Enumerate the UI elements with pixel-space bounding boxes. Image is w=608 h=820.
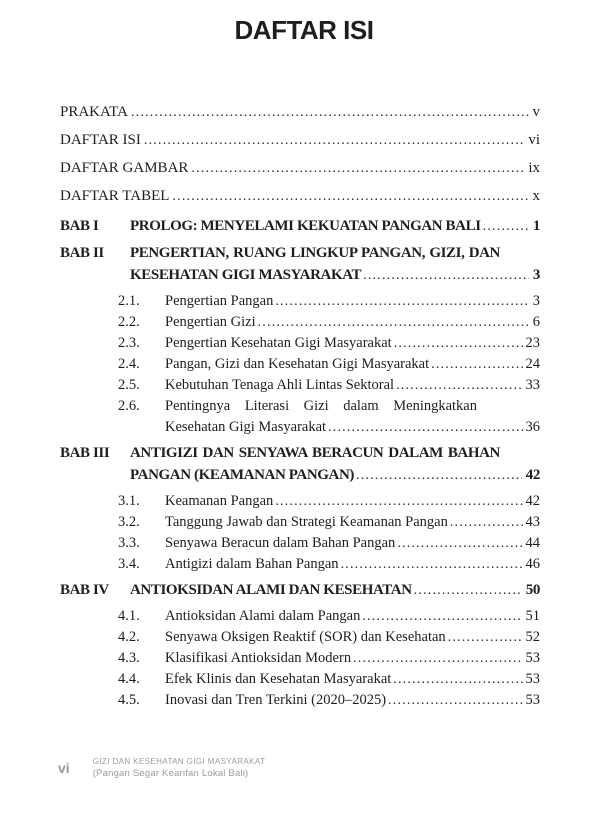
section-number: 4.4. xyxy=(118,671,140,687)
section-number: 3.1. xyxy=(118,493,140,509)
section-text: Pengertian Pangan xyxy=(165,293,274,309)
section-title xyxy=(165,648,540,669)
chapter-page: 42 xyxy=(525,467,540,483)
toc-section xyxy=(60,554,540,575)
dot-leader xyxy=(353,648,522,669)
section-lastline xyxy=(165,554,540,575)
section-lastline xyxy=(165,690,540,711)
section-text: Senyawa Beracun dalam Bahan Pangan xyxy=(165,535,396,551)
section-number: 4.1. xyxy=(118,608,140,624)
dot-leader xyxy=(448,627,523,648)
toc-entry xyxy=(60,131,540,150)
section-page: 46 xyxy=(525,556,540,572)
section-title xyxy=(165,312,540,333)
toc-entry-page: x xyxy=(532,188,540,204)
toc-section xyxy=(60,491,540,512)
dot-leader xyxy=(191,160,525,178)
toc-chapter xyxy=(60,215,540,238)
chapter-entry xyxy=(60,579,540,602)
toc-section xyxy=(60,396,540,438)
chapter-text: KESEHATAN GIGI MASYARAKAT xyxy=(130,267,362,283)
toc-section xyxy=(60,669,540,690)
section-title xyxy=(165,606,540,627)
section-text: Efek Klinis dan Kesehatan Masyarakat xyxy=(165,671,392,687)
chapter-page: 3 xyxy=(532,267,540,283)
section-text: Pengertian Kesehatan Gigi Masyarakat xyxy=(165,335,392,351)
section-page: 43 xyxy=(525,514,540,530)
section-text: Antioksidan Alami dalam Pangan xyxy=(165,608,361,624)
dot-leader xyxy=(397,533,522,554)
toc-section xyxy=(60,648,540,669)
toc-entry xyxy=(60,159,540,178)
toc-section xyxy=(60,333,540,354)
page-title: DAFTAR ISI xyxy=(234,15,374,45)
dot-leader xyxy=(356,465,522,487)
chapter-text: ANTIOKSIDAN ALAMI DAN KESEHATAN xyxy=(130,582,412,598)
section-title xyxy=(165,491,540,512)
section-number: 2.5. xyxy=(118,377,140,393)
dot-leader xyxy=(258,312,530,333)
toc-chapter xyxy=(60,442,540,575)
page-footer xyxy=(58,757,265,779)
section-text: Kebutuhan Tenaga Ahli Lintas Sektoral xyxy=(165,377,395,393)
footer-book-title: GIZI DAN KESEHATAN GIGI MASYARAKAT xyxy=(92,757,266,766)
toc-section xyxy=(60,512,540,533)
section-number: 2.4. xyxy=(118,356,140,372)
section-page: 53 xyxy=(525,671,540,687)
dot-leader xyxy=(431,354,522,375)
section-title xyxy=(165,512,540,533)
toc-entry xyxy=(60,103,540,122)
section-number: 3.4. xyxy=(118,556,140,572)
chapter-text: PROLOG: MENYELAMI KEKUATAN PANGAN BALI xyxy=(130,218,481,234)
section-text: Antigizi dalam Bahan Pangan xyxy=(165,556,339,572)
section-number: 2.6. xyxy=(118,398,140,414)
section-page: 51 xyxy=(525,608,540,624)
section-title xyxy=(165,396,540,438)
chapter-label: BAB II xyxy=(60,245,104,261)
toc-entry-page: v xyxy=(532,104,540,120)
section-lastline xyxy=(165,291,540,312)
chapter-title-line: PENGERTIAN, RUANG LINGKUP PANGAN, GIZI, DAN xyxy=(130,245,500,261)
dot-leader xyxy=(131,104,530,122)
section-page: 53 xyxy=(525,650,540,666)
dot-leader xyxy=(275,491,522,512)
section-number: 4.3. xyxy=(118,650,140,666)
section-text: Senyawa Oksigen Reaktif (SOR) dan Kesehatan xyxy=(165,629,446,645)
chapter-text: PANGAN (KEAMANAN PANGAN) xyxy=(130,467,354,483)
toc-chapter xyxy=(60,579,540,711)
section-text: Pangan, Gizi dan Kesehatan Gigi Masyarakat xyxy=(165,356,430,372)
chapter-label: BAB IV xyxy=(60,582,109,598)
chapter-label: BAB I xyxy=(60,218,99,234)
section-title xyxy=(165,554,540,575)
toc-section xyxy=(60,606,540,627)
section-text: Kesehatan Gigi Masyarakat xyxy=(165,419,327,435)
chapter-entry xyxy=(60,215,540,238)
dot-leader xyxy=(275,291,529,312)
chapter-lastline xyxy=(130,579,540,602)
footer-book-subtitle: (Pangan Segar Kearifan Lokal Bali) xyxy=(92,768,249,779)
section-number: 3.2. xyxy=(118,514,140,530)
footer-page-number: vi xyxy=(58,760,70,776)
section-number: 2.3. xyxy=(118,335,140,351)
dot-leader xyxy=(328,417,522,438)
section-text: Keamanan Pangan xyxy=(165,493,274,509)
toc-section xyxy=(60,533,540,554)
section-lastline xyxy=(165,512,540,533)
toc-section xyxy=(60,375,540,396)
section-page: 52 xyxy=(525,629,540,645)
section-lastline xyxy=(165,333,540,354)
dot-leader xyxy=(362,606,522,627)
section-title xyxy=(165,627,540,648)
chapter-lastline xyxy=(130,215,540,238)
chapter-lastline xyxy=(130,264,540,287)
section-title xyxy=(165,291,540,312)
dot-leader xyxy=(341,554,523,575)
chapter-label: BAB III xyxy=(60,445,110,461)
section-title xyxy=(165,690,540,711)
section-title xyxy=(165,533,540,554)
section-lastline xyxy=(165,627,540,648)
chapter-title-line: ANTIGIZI DAN SENYAWA BERACUN DALAM BAHAN xyxy=(130,445,500,461)
section-text: Klasifikasi Antioksidan Modern xyxy=(165,650,352,666)
toc-entry-label: DAFTAR ISI xyxy=(60,132,141,148)
dot-leader xyxy=(396,375,522,396)
section-number: 3.3. xyxy=(118,535,140,551)
dot-leader xyxy=(414,580,522,602)
section-title xyxy=(165,375,540,396)
section-page: 23 xyxy=(525,335,540,351)
toc-section xyxy=(60,690,540,711)
dot-leader xyxy=(172,188,529,206)
section-lastline xyxy=(165,375,540,396)
toc-entry-page: ix xyxy=(528,160,540,176)
section-page: 6 xyxy=(532,314,540,330)
section-text: Inovasi dan Tren Terkini (2020–2025) xyxy=(165,692,387,708)
section-lastline xyxy=(165,417,540,438)
dot-leader xyxy=(483,216,529,238)
section-page: 24 xyxy=(525,356,540,372)
dot-leader xyxy=(144,132,525,150)
section-lastline xyxy=(165,354,540,375)
section-lastline xyxy=(165,312,540,333)
chapter-entry xyxy=(60,242,540,287)
toc-section xyxy=(60,627,540,648)
section-lastline xyxy=(165,669,540,690)
section-lastline xyxy=(165,491,540,512)
section-lastline xyxy=(165,648,540,669)
section-lastline xyxy=(165,606,540,627)
section-page: 42 xyxy=(525,493,540,509)
toc-entry-page: vi xyxy=(528,132,540,148)
footer-book-info xyxy=(93,757,266,779)
section-number: 4.2. xyxy=(118,629,140,645)
dot-leader xyxy=(394,333,523,354)
section-text: Pengertian Gizi xyxy=(165,314,256,330)
toc-entry xyxy=(60,187,540,206)
dot-leader xyxy=(450,512,523,533)
chapter-sections xyxy=(60,491,540,575)
chapter-title xyxy=(130,242,540,287)
chapter-title xyxy=(130,442,540,487)
chapter-page: 1 xyxy=(532,218,540,234)
dot-leader xyxy=(393,669,522,690)
section-title-line: Pentingnya Literasi Gizi dalam Meningkatkan xyxy=(165,398,477,414)
section-title xyxy=(165,669,540,690)
toc-section xyxy=(60,354,540,375)
section-page: 53 xyxy=(525,692,540,708)
section-title xyxy=(165,333,540,354)
section-page: 3 xyxy=(532,293,540,309)
toc-entry-label: DAFTAR TABEL xyxy=(60,188,170,204)
toc-list xyxy=(60,103,540,711)
chapter-sections xyxy=(60,291,540,438)
section-number: 4.5. xyxy=(118,692,140,708)
section-lastline xyxy=(165,533,540,554)
section-page: 44 xyxy=(525,535,540,551)
section-title xyxy=(165,354,540,375)
section-page: 33 xyxy=(525,377,540,393)
toc-entry-label: DAFTAR GAMBAR xyxy=(60,160,189,176)
toc-entry-label: PRAKATA xyxy=(60,104,128,120)
chapter-page: 50 xyxy=(525,582,540,598)
toc-section xyxy=(60,291,540,312)
chapter-entry xyxy=(60,442,540,487)
section-number: 2.1. xyxy=(118,293,140,309)
chapter-sections xyxy=(60,606,540,711)
section-page: 36 xyxy=(525,419,540,435)
chapter-lastline xyxy=(130,464,540,487)
section-text: Tanggung Jawab dan Strategi Keamanan Pangan xyxy=(165,514,448,530)
chapter-title xyxy=(130,579,540,602)
dot-leader xyxy=(388,690,522,711)
dot-leader xyxy=(363,265,529,287)
section-number: 2.2. xyxy=(118,314,140,330)
chapter-title xyxy=(130,215,540,238)
toc-chapter xyxy=(60,242,540,438)
toc-section xyxy=(60,312,540,333)
